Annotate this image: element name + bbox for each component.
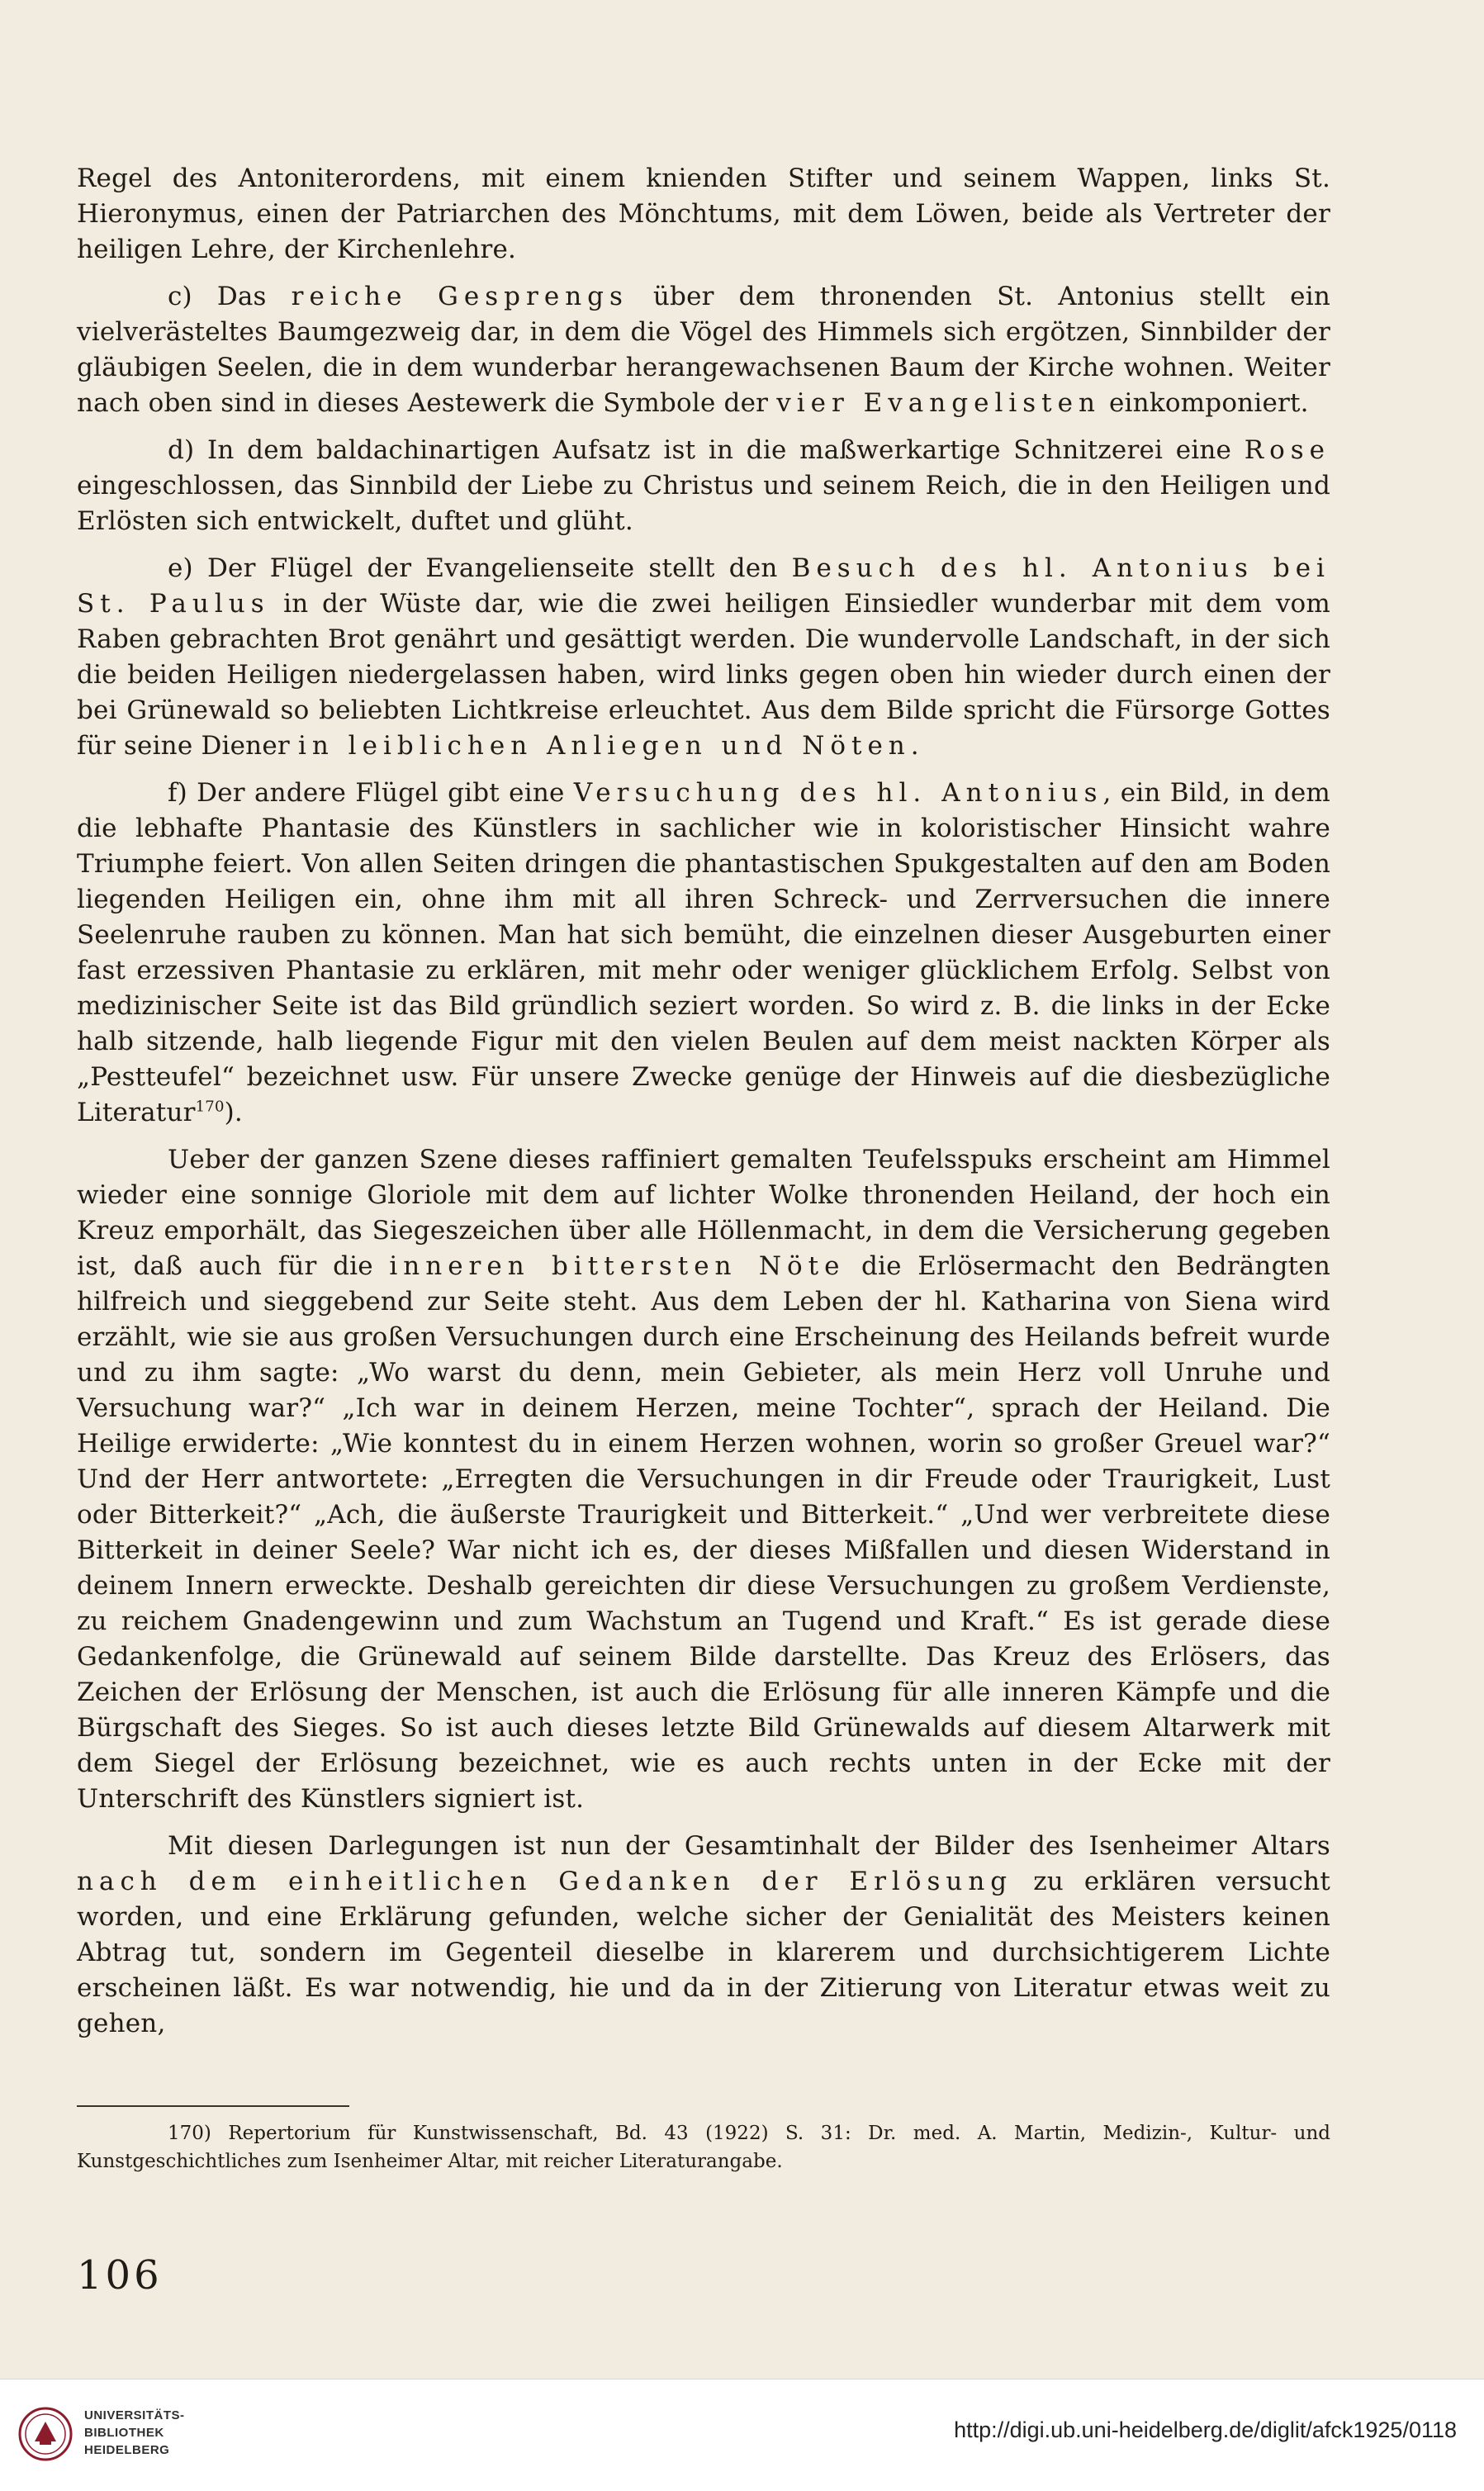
library-name-line3: HEIDELBERG bbox=[84, 2443, 170, 2457]
text-run: ). bbox=[224, 1098, 243, 1127]
text-run: in der Wüste dar, wie die zwei heiligen Einsiedler wunderbar mit dem vom Raben gebrachten Brot genährt und gesättigt werden. Die wundervolle Landschaft, in der sich die beiden Heiligen niedergelassen haben, wird links gegen oben hin wieder durch einen der bei Grünewald so beliebten Lichtkreise erleuchtet. Aus dem Bilde spricht die Fürsorge Gottes für seine Diener bbox=[77, 589, 1330, 761]
text-run: Ueber der ganzen Szene dieses raffiniert gemalten Teufelsspuks erscheint am Himmel wieder eine sonnige Gloriole mit dem auf lichter Wolke thronenden Heiland, der hoch ein Kreuz emporhält, das Siegeszeichen über alle Höllenmacht, in dem die Versicherung gegeben ist, daß auch für die bbox=[77, 1145, 1330, 1281]
text-run: über dem thronenden St. Antonius stellt ein vielverästeltes Baumgezweig dar, in dem die Vögel des Himmels sich ergötzen, Sinnbilder der gläubigen Seelen, die in dem wunderbar herangewachsenen Baum der Kirche wohnen. Weiter nach oben sind in dieses Aestewerk die Symbole der bbox=[77, 282, 1330, 418]
text-run: . bbox=[910, 731, 919, 761]
text-run: d) In dem baldachinartigen Aufsatz ist in die maßwerkartige Schnitzerei eine bbox=[168, 435, 1245, 465]
text-run: c) Das bbox=[168, 282, 292, 311]
spaced-emphasis: Besuch des hl. Antonius bei St. Paulus bbox=[77, 553, 1330, 619]
library-name-line1: UNIVERSITÄTS- bbox=[84, 2408, 185, 2422]
text-run: einkomponiert. bbox=[1100, 388, 1309, 418]
paragraph-p6 bbox=[77, 1829, 1330, 2042]
footnote-text: 170) Repertorium für Kunstwissenschaft, Bd. 43 (1922) S. 31: Dr. med. A. Martin, Medizin-, Kultur- und Kunstgeschichtliches zum Isenheimer Altar, mit reicher Literaturangabe. bbox=[77, 2123, 1330, 2172]
spaced-emphasis: reiche Gesprengs bbox=[291, 282, 628, 311]
text-run: f) Der andere Flügel gibt eine bbox=[168, 778, 574, 808]
university-seal-icon bbox=[18, 2407, 73, 2461]
library-name-line2: BIBLIOTHEK bbox=[84, 2426, 164, 2440]
spaced-emphasis: in leiblichen Anliegen und Nöten bbox=[297, 731, 911, 761]
text-run: e) Der Flügel der Evangelienseite stellt den bbox=[168, 553, 792, 583]
page-number: 106 bbox=[77, 2252, 163, 2299]
body-text bbox=[77, 161, 1330, 2053]
spaced-emphasis: nach dem einheitlichen Gedanken der Erlösung bbox=[77, 1867, 1013, 1896]
footnote-divider bbox=[77, 2105, 349, 2107]
paragraph-p5 bbox=[77, 1142, 1330, 1817]
spaced-emphasis: inneren bittersten Nöte bbox=[389, 1251, 846, 1281]
footnote bbox=[77, 2119, 1330, 2175]
spaced-emphasis: vier Evangelisten bbox=[776, 388, 1101, 418]
source-url-link[interactable]: http://digi.ub.uni-heidelberg.de/diglit/afck1925/0118 bbox=[954, 2417, 1457, 2442]
footnote-ref: 170 bbox=[195, 1098, 225, 1116]
text-run: Mit diesen Darlegungen ist nun der Gesamtinhalt der Bilder des Isenheimer Altars bbox=[168, 1831, 1330, 1861]
paragraph-p0 bbox=[77, 161, 1330, 268]
text-run: , ein Bild, in dem die lebhafte Phantasie des Künstlers in sachlicher wie in koloristischer Hinsicht wahre Triumphe feiert. Von allen Seiten dringen die phantastischen Spukgestalten auf den am Boden liegenden Heiligen ein, ohne ihm mit all ihren Schreck- und Zerrversuchen die innere Seelenruhe rauben zu können. Man hat sich bemüht, die einzelnen dieser Ausgeburten einer fast erzessiven Phantasie zu erklären, mit mehr oder weniger glücklichem Erfolg. Selbst von medizinischer Seite ist das Bild gründlich seziert worden. So wird z. B. die links in der Ecke halb sitzende, halb liegende Figur mit den vielen Beulen auf dem meist nackten Körper als „Pestteufel“ bezeichnet usw. Für unsere Zwecke genüge der Hinweis auf die diesbezügliche Literatur bbox=[77, 778, 1330, 1127]
paragraph-p2 bbox=[77, 433, 1330, 539]
spaced-emphasis: Rose bbox=[1244, 435, 1330, 465]
viewer-footer bbox=[0, 2379, 1484, 2491]
text-run: Regel des Antoniterordens, mit einem knienden Stifter und seinem Wappen, links St. Hieronymus, einen der Patriarchen des Mönchtums, mit dem Löwen, beide als Vertreter der heiligen Lehre, der Kirchenlehre. bbox=[77, 164, 1330, 264]
library-name bbox=[84, 2407, 185, 2459]
paragraph-p3 bbox=[77, 551, 1330, 764]
paragraph-p4 bbox=[77, 776, 1330, 1131]
text-run: eingeschlossen, das Sinnbild der Liebe zu Christus und seinem Reich, die in den Heiligen und Erlösten sich entwickelt, duftet und glüht. bbox=[77, 471, 1330, 536]
spaced-emphasis: Versuchung des hl. Antonius bbox=[573, 778, 1103, 808]
paragraph-p1 bbox=[77, 279, 1330, 421]
text-run: die Erlösermacht den Bedrängten hilfreich und sieggebend zur Seite steht. Aus dem Leben der hl. Katharina von Siena wird erzählt, wie sie aus großen Versuchungen durch eine Erscheinung des Heilands befreit wurde und zu ihm sagte: „Wo warst du denn, mein Gebieter, als mein Herz voll Unruhe und Versuchung war?“ „Ich war in deinem Herzen, meine Tochter“, sprach der Heiland. Die Heilige erwiderte: „Wie konntest du in einem Herzen wohnen, worin so großer Greuel war?“ Und der Herr antwortete: „Erregten die Versuchungen in dir Freude oder Traurigkeit, Lust oder Bitterkeit?“ „Ach, die äußerste Traurigkeit und Bitterkeit.“ „Und wer verbreitete diese Bitterkeit in deiner Seele? War nicht ich es, der dieses Mißfallen und diesen Widerstand in deinem Innern erweckte. Deshalb gereichten dir diese Versuchungen zu großem Verdienste, zu reichem Gnadengewinn und zum Wachstum an Tugend und Kraft.“ Es ist gerade diese Gedankenfolge, die Grünewald auf seinem Bilde darstellte. Das Kreuz des Erlösers, das Zeichen der Erlösung der Menschen, ist auch die Erlösung für alle inneren Kämpfe und die Bürgschaft des Sieges. So ist auch dieses letzte Bild Grünewalds auf diesem Altarwerk mit dem Siegel der Erlösung bezeichnet, wie es auch rechts unten in der Ecke mit der Unterschrift des Künstlers signiert ist. bbox=[77, 1251, 1331, 1814]
text-run: zu erklären versucht worden, und eine Erklärung gefunden, welche sicher der Genialität des Meisters keinen Abtrag tut, sondern im Gegenteil dieselbe in klarerem und durchsichtigerem Lichte erscheinen läßt. Es war notwendig, hie und da in der Zitierung von Literatur etwas weit zu gehen, bbox=[77, 1867, 1330, 2038]
